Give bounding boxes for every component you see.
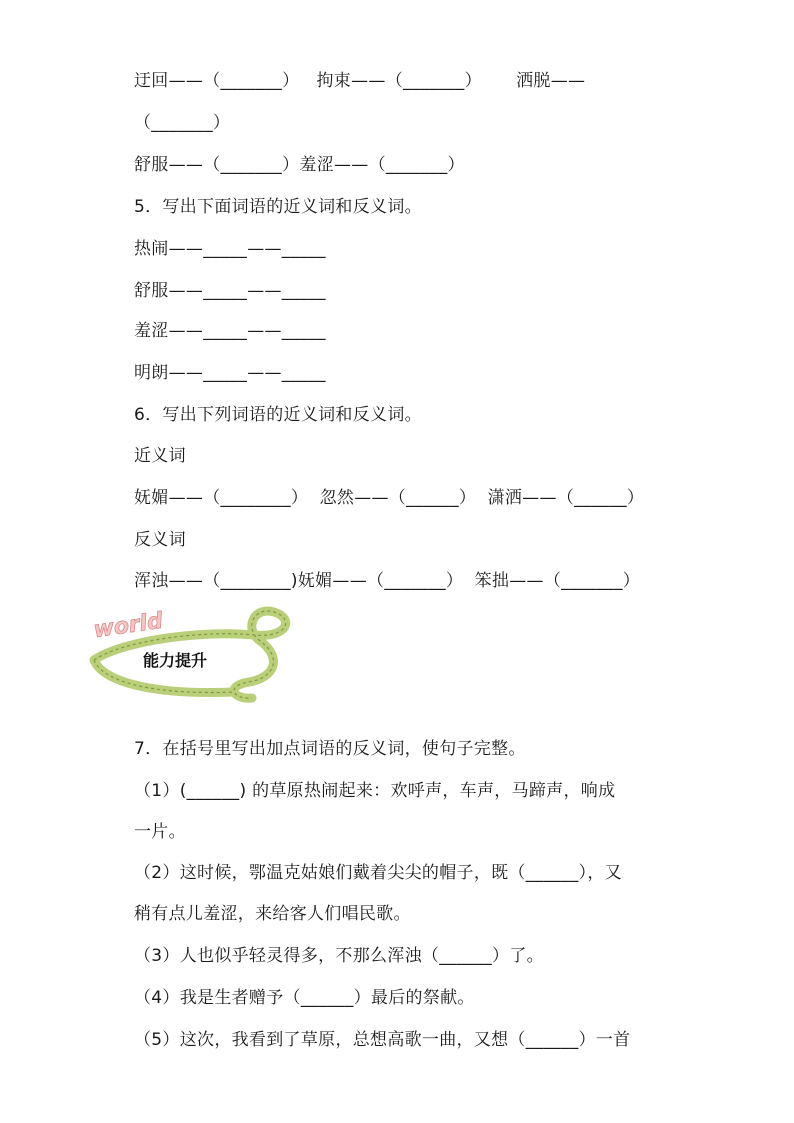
q7-sentence-1-cont: 一片。 xyxy=(134,822,186,842)
q7-sentence-2-cont: 稍有点儿羞涩，来给客人们唱民歌。 xyxy=(134,904,411,924)
antonym-line-2: （_______） xyxy=(134,113,231,133)
question-6-heading: 6．写出下列词语的近义词和反义词。 xyxy=(134,405,422,425)
q7-sentence-5: （5）这次，我看到了草原，总想高歌一曲，又想（______）一首 xyxy=(134,1030,631,1050)
section-title: 能力提升 xyxy=(143,651,208,670)
q7-sentence-2: （2）这时候，鄂温克姑娘们戴着尖尖的帽子，既（______），又 xyxy=(134,863,622,883)
q7-sentence-4: （4）我是生者赠予（______）最后的祭献。 xyxy=(134,988,475,1008)
q7-sentence-3: （3）人也似乎轻灵得多，不那么浑浊（______）了。 xyxy=(134,946,544,966)
question-5-heading: 5．写出下面词语的近义词和反义词。 xyxy=(134,197,422,217)
antonym-line-1: 迂回——（_______） 拘束——（_______） 洒脱—— xyxy=(134,71,586,91)
q5-item-4: 明朗——_____——_____ xyxy=(134,363,326,383)
banner-logo: world xyxy=(92,608,165,644)
q5-item-3: 羞涩——_____——_____ xyxy=(134,321,326,341)
synonym-label: 近义词 xyxy=(134,446,186,466)
synonym-line: 妩媚——（________） 忽然——（______） 潇洒——（______） xyxy=(134,488,645,508)
antonym-label: 反义词 xyxy=(134,530,186,550)
question-7-heading: 7．在括号里写出加点词语的反义词，使句子完整。 xyxy=(134,739,526,759)
q7-sentence-1: （1）(______) 的草原热闹起来：欢呼声，车声，马蹄声，响成 xyxy=(134,781,616,801)
antonym-line-3: 舒服——（_______）羞涩——（_______） xyxy=(134,155,465,175)
antonym-line: 浑浊——（________)妩媚——（_______） 笨拙——（_______） xyxy=(134,571,641,591)
q5-item-1: 热闹——_____——_____ xyxy=(134,239,326,259)
q5-item-2: 舒服——_____——_____ xyxy=(134,281,326,301)
